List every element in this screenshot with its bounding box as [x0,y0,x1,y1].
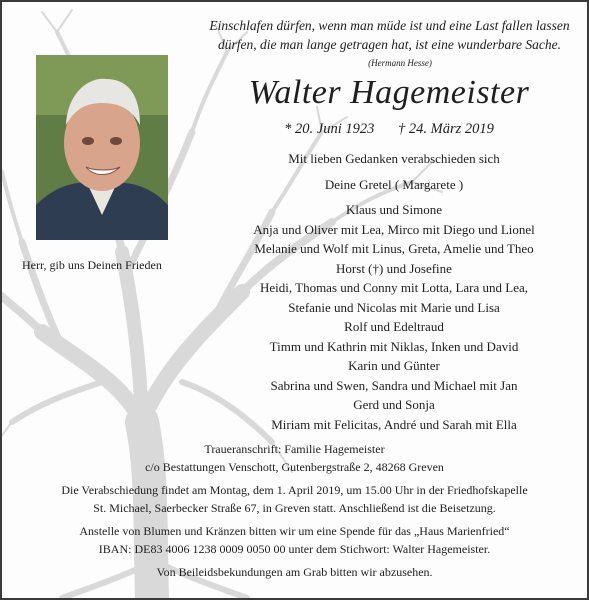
death-date: † 24. März 2019 [397,121,494,137]
family-group-head: Klaus und Simone [345,202,443,217]
quote-source: (Hermann Hesse) [368,58,432,68]
family-group-head: Horst (†) und Josefine [336,260,452,276]
family-group-line: Timm und Kathrin mit Niklas, Inken und David [269,338,519,354]
birth-date: * 20. Juni 1923 [284,121,375,137]
family-group-head: Karin und Günter [348,358,440,373]
portrait-photo [36,55,168,240]
farewell-line-2: St. Michael, Saerbecker Straße 67, in Greven statt. Anschließend ist die Beisetzung. [93,501,496,515]
life-dates [252,121,526,138]
family-group-line: Heidi, Thomas und Conny mit Lotta, Lara und Lea, [259,280,528,295]
family-group-line: Sabrina und Swen, Sandra und Michael mit Jan [270,377,518,393]
quote-line-1: Einschlafen dürfen, wenn man müde ist und eine Last fallen lassen [209,18,570,33]
family-group-line: Miriam mit Felicitas, André und Sarah mit Ella [271,416,517,432]
family-group-head: Rolf und Edeltraud [344,319,444,334]
hesse-quote [202,16,577,54]
mourner-wife: Deine Gretel ( Margarete ) [324,176,464,192]
mourners-list [198,149,589,434]
footer-info [2,440,587,581]
family-group-line: Anja und Oliver mit Lea, Mirco mit Diego und Lionel [253,221,535,237]
photo-caption: Herr, gib uns Deinen Frieden [22,258,162,272]
family-group-head: Gerd und Sonja [353,397,435,412]
family-group-line: Stefanie und Nicolas mit Marie und Lisa [288,299,500,315]
address-label: Traueranschrift: Familie Hagemeister [204,442,385,456]
farewell-line-1: Die Verabschiedung findet am Montag, dem 1. April 2019, um 15.00 Uhr in der Friedhofskapelle [61,483,528,497]
quote-line-2: dürfen, die man lange getragen hat, ist eine wunderbare Sache. [218,37,561,52]
family-group-line: Melanie und Wolf mit Linus, Greta, Amelie und Theo [254,241,534,256]
condolence-note: Von Beileidsbekundungen am Grab bitten wir abzusehen. [156,565,433,579]
mourners-intro: Mit lieben Gedanken verabschieden sich [288,151,500,166]
deceased-name: Walter Hagemeister [248,74,530,111]
address: c/o Bestattungen Venschott, Gutenbergstraße 2, 48268 Greven [145,460,444,474]
donation-line-1: Anstelle von Blumen und Kränzen bitten wir um eine Spende für das „Haus Marienfried“ [79,524,510,538]
donation-line-2: IBAN: DE83 4006 1238 0009 0050 00 unter dem Stichwort: Walter Hagemeister. [98,542,491,556]
